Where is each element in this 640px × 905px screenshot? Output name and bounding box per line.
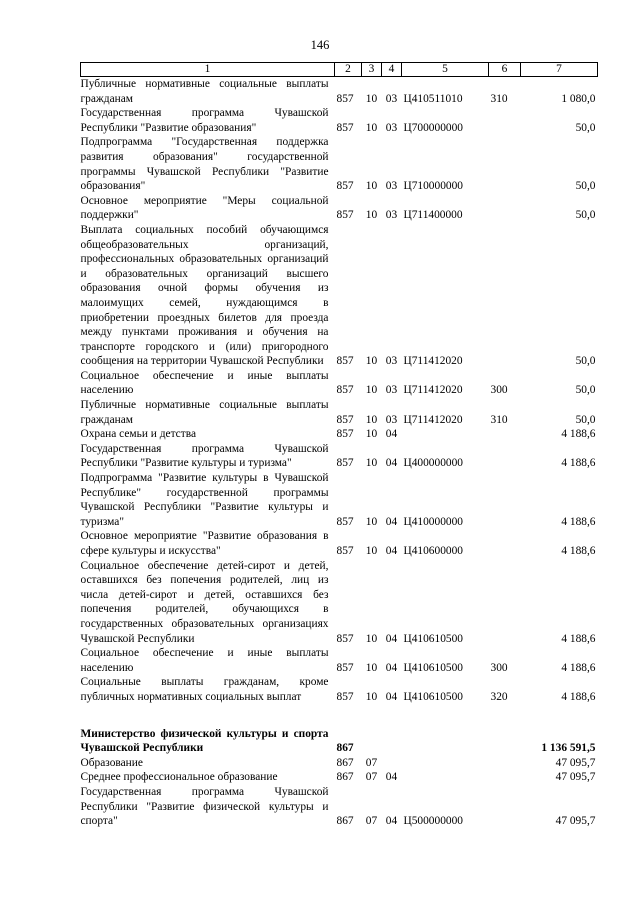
cell-name: Основное мероприятие "Меры социальной поддержки" bbox=[80, 194, 329, 222]
cell-amount: 4 188,6 bbox=[561, 545, 596, 557]
cell-ministry: 867 bbox=[336, 756, 354, 769]
cell-section: 10 bbox=[365, 428, 378, 441]
table-row bbox=[81, 785, 598, 829]
cell-section: 10 bbox=[365, 384, 378, 397]
cell-ministry: 857 bbox=[336, 545, 354, 557]
header-row bbox=[81, 63, 598, 77]
cell-name: Основное мероприятие "Развитие образования в сфере культуры и искусства" bbox=[80, 530, 329, 557]
cell-name: Государственная программа Чувашской Республики "Развитие физической культуры и спорта" bbox=[80, 785, 329, 828]
column-header-1: 1 bbox=[81, 63, 335, 77]
cell-type bbox=[489, 727, 521, 756]
table-body bbox=[81, 77, 598, 829]
cell-name: Образование bbox=[80, 756, 143, 769]
cell-subsection bbox=[382, 756, 402, 771]
cell-target bbox=[402, 770, 489, 785]
cell-section: 10 bbox=[365, 545, 378, 557]
cell-type bbox=[489, 529, 521, 558]
cell-subsection: 04 bbox=[385, 545, 398, 557]
cell-target: Ц410610500 bbox=[403, 632, 463, 645]
cell-name: Публичные нормативные социальные выплаты гражданам bbox=[80, 78, 329, 105]
cell-amount: 47 095,7 bbox=[555, 771, 596, 784]
cell-section: 10 bbox=[365, 355, 378, 368]
table-row bbox=[81, 770, 598, 785]
cell-subsection: 04 bbox=[385, 457, 398, 470]
cell-ministry: 857 bbox=[336, 632, 354, 645]
cell-subsection: 04 bbox=[385, 428, 398, 441]
cell-amount: 50,0 bbox=[575, 413, 596, 426]
cell-amount: 50,0 bbox=[575, 121, 596, 134]
table-header bbox=[81, 63, 598, 77]
cell-target: Ц711412020 bbox=[403, 355, 463, 368]
cell-subsection: 04 bbox=[385, 661, 398, 674]
table-row bbox=[81, 529, 598, 558]
cell-amount: 50,0 bbox=[575, 209, 596, 222]
cell-subsection: 04 bbox=[385, 690, 398, 703]
column-header-6: 6 bbox=[489, 63, 521, 77]
cell-amount: 50,0 bbox=[575, 180, 596, 193]
cell-name: Среднее профессиональное образование bbox=[80, 771, 278, 784]
table-row bbox=[81, 369, 598, 398]
cell-subsection: 04 bbox=[385, 515, 398, 528]
cell-amount: 50,0 bbox=[575, 384, 596, 397]
cell-section bbox=[362, 727, 382, 756]
table-row bbox=[81, 106, 598, 135]
cell-ministry: 857 bbox=[336, 515, 354, 528]
cell-section: 07 bbox=[365, 771, 378, 784]
table-row bbox=[81, 427, 598, 442]
cell-name: Социальное обеспечение и иные выплаты населению bbox=[80, 647, 329, 674]
cell-amount: 47 095,7 bbox=[555, 756, 596, 769]
table-row bbox=[81, 77, 598, 107]
cell-target: Ц410511010 bbox=[403, 92, 463, 105]
table-row bbox=[81, 442, 598, 471]
cell-ministry: 857 bbox=[336, 413, 354, 426]
table-row bbox=[81, 135, 598, 193]
cell-type bbox=[489, 223, 521, 369]
cell-target: Ц711412020 bbox=[403, 413, 463, 426]
table-row bbox=[81, 727, 598, 756]
cell-type bbox=[489, 770, 521, 785]
cell-subsection bbox=[382, 727, 402, 756]
cell-name: Социальное обеспечение детей-сирот и детей, оставшихся без попечения родителей, лиц из числа детей-сирот и детей, оставшихся без попечения родителей, обучающихся в государственных образовательных организациях Чувашской Республики bbox=[80, 559, 329, 645]
cell-type bbox=[489, 194, 521, 223]
cell-section: 10 bbox=[365, 92, 378, 105]
cell-name: Подпрограмма "Государственная поддержка развития образования" государственной программы Чувашской Республики "Развитие образования" bbox=[80, 136, 329, 193]
cell-target: Ц500000000 bbox=[403, 815, 463, 828]
cell-ministry: 857 bbox=[336, 121, 354, 134]
table-row bbox=[81, 398, 598, 427]
cell-target: Ц711412020 bbox=[403, 384, 463, 397]
table-row bbox=[81, 675, 598, 704]
cell-amount: 4 188,6 bbox=[561, 632, 596, 645]
column-header-2: 2 bbox=[335, 63, 362, 77]
cell-name: Подпрограмма "Развитие культуры в Чувашской Республике" государственной программы Чувашской Республики "Развитие культуры и туризма" bbox=[80, 472, 329, 528]
cell-amount: 4 188,6 bbox=[561, 690, 596, 703]
cell-ministry: 857 bbox=[336, 457, 354, 470]
cell-target: Ц410600000 bbox=[403, 545, 463, 557]
cell-ministry: 867 bbox=[336, 815, 354, 828]
cell-ministry: 857 bbox=[336, 384, 354, 397]
cell-section: 07 bbox=[365, 756, 378, 769]
cell-subsection: 03 bbox=[385, 121, 398, 134]
cell-type bbox=[489, 756, 521, 771]
cell-ministry: 857 bbox=[336, 180, 354, 193]
cell-subsection: 04 bbox=[385, 815, 398, 828]
table-row bbox=[81, 646, 598, 675]
cell-subsection: 03 bbox=[385, 413, 398, 426]
cell-type: 320 bbox=[490, 690, 508, 703]
cell-ministry: 857 bbox=[336, 661, 354, 674]
cell-type bbox=[489, 135, 521, 193]
cell-target: Ц400000000 bbox=[403, 457, 463, 470]
cell-subsection: 03 bbox=[385, 209, 398, 222]
column-header-7: 7 bbox=[521, 63, 598, 77]
cell-name: Социальное обеспечение и иные выплаты населению bbox=[80, 369, 329, 397]
cell-target: Ц700000000 bbox=[403, 121, 463, 134]
cell-target: Ц710000000 bbox=[403, 180, 463, 193]
cell-target bbox=[402, 756, 489, 771]
cell-subsection: 03 bbox=[385, 355, 398, 368]
cell-section: 10 bbox=[365, 515, 378, 528]
cell-type bbox=[489, 427, 521, 442]
spacer-row bbox=[81, 705, 598, 727]
cell-section: 10 bbox=[365, 121, 378, 134]
cell-ministry: 857 bbox=[336, 690, 354, 703]
table-row bbox=[81, 559, 598, 647]
cell-name: Государственная программа Чувашской Республики "Развитие культуры и туризма" bbox=[80, 442, 329, 470]
cell-amount: 4 188,6 bbox=[561, 661, 596, 674]
cell-type bbox=[489, 106, 521, 135]
cell-target: Ц410610500 bbox=[403, 690, 463, 703]
cell-amount: 47 095,7 bbox=[555, 815, 596, 828]
spacer-cell bbox=[81, 705, 598, 727]
cell-name: Социальные выплаты гражданам, кроме публичных нормативных социальных выплат bbox=[80, 676, 329, 703]
cell-section: 10 bbox=[365, 661, 378, 674]
page-number: 146 bbox=[310, 38, 330, 52]
cell-type: 310 bbox=[490, 413, 508, 426]
table-row bbox=[81, 194, 598, 223]
cell-ministry: 857 bbox=[336, 92, 354, 105]
cell-name: Выплата социальных пособий обучающимся общеобразовательных организаций, профессиональных образовательных организаций и образовательных организаций высшего образования очной формы обучения из малоимущих семей, нуждающимся в приобретении проездных билетов для проезда между пунктами проживания и обучения на транспорте городского и (или) пригородного сообщения на территории Чувашской Республики bbox=[80, 223, 329, 368]
cell-name: Охрана семьи и детства bbox=[80, 428, 196, 441]
cell-section: 10 bbox=[365, 209, 378, 222]
column-header-5: 5 bbox=[402, 63, 489, 77]
cell-section: 07 bbox=[365, 815, 378, 828]
cell-target bbox=[402, 727, 489, 756]
cell-ministry: 867 bbox=[336, 771, 354, 784]
cell-type bbox=[489, 442, 521, 471]
cell-amount: 4 188,6 bbox=[561, 515, 596, 528]
cell-section: 10 bbox=[365, 457, 378, 470]
cell-subsection: 04 bbox=[385, 771, 398, 784]
budget-table bbox=[80, 62, 598, 829]
cell-ministry: 857 bbox=[336, 209, 354, 222]
table-row bbox=[81, 471, 598, 529]
cell-name: Государственная программа Чувашской Республики "Развитие образования" bbox=[80, 107, 329, 134]
cell-type: 300 bbox=[490, 661, 508, 674]
table-row bbox=[81, 223, 598, 369]
cell-amount: 1 136 591,5 bbox=[541, 742, 596, 755]
cell-type bbox=[489, 785, 521, 829]
cell-ministry: 867 bbox=[336, 742, 354, 755]
cell-subsection: 03 bbox=[385, 180, 398, 193]
cell-section: 10 bbox=[365, 632, 378, 645]
cell-name: Министерство физической культуры и спорта Чувашской Республики bbox=[80, 727, 329, 755]
cell-section: 10 bbox=[365, 180, 378, 193]
cell-type bbox=[489, 471, 521, 529]
cell-target: Ц410610500 bbox=[403, 661, 463, 674]
cell-ministry: 857 bbox=[336, 355, 354, 368]
cell-section: 10 bbox=[365, 690, 378, 703]
cell-amount: 1 080,0 bbox=[561, 92, 596, 105]
column-header-3: 3 bbox=[362, 63, 382, 77]
cell-amount: 4 188,6 bbox=[561, 428, 596, 441]
cell-amount: 4 188,6 bbox=[561, 457, 596, 470]
cell-type bbox=[489, 559, 521, 647]
cell-name: Публичные нормативные социальные выплаты гражданам bbox=[80, 399, 329, 426]
cell-ministry: 857 bbox=[336, 428, 354, 441]
cell-target: Ц711400000 bbox=[403, 209, 463, 222]
cell-type: 310 bbox=[490, 92, 508, 105]
cell-target: Ц410000000 bbox=[403, 515, 463, 528]
cell-subsection: 03 bbox=[385, 92, 398, 105]
cell-section: 10 bbox=[365, 413, 378, 426]
cell-subsection: 04 bbox=[385, 632, 398, 645]
cell-type: 300 bbox=[490, 384, 508, 397]
cell-amount: 50,0 bbox=[575, 355, 596, 368]
column-header-4: 4 bbox=[382, 63, 402, 77]
table-row bbox=[81, 756, 598, 771]
cell-subsection: 03 bbox=[385, 384, 398, 397]
cell-target bbox=[402, 427, 489, 442]
